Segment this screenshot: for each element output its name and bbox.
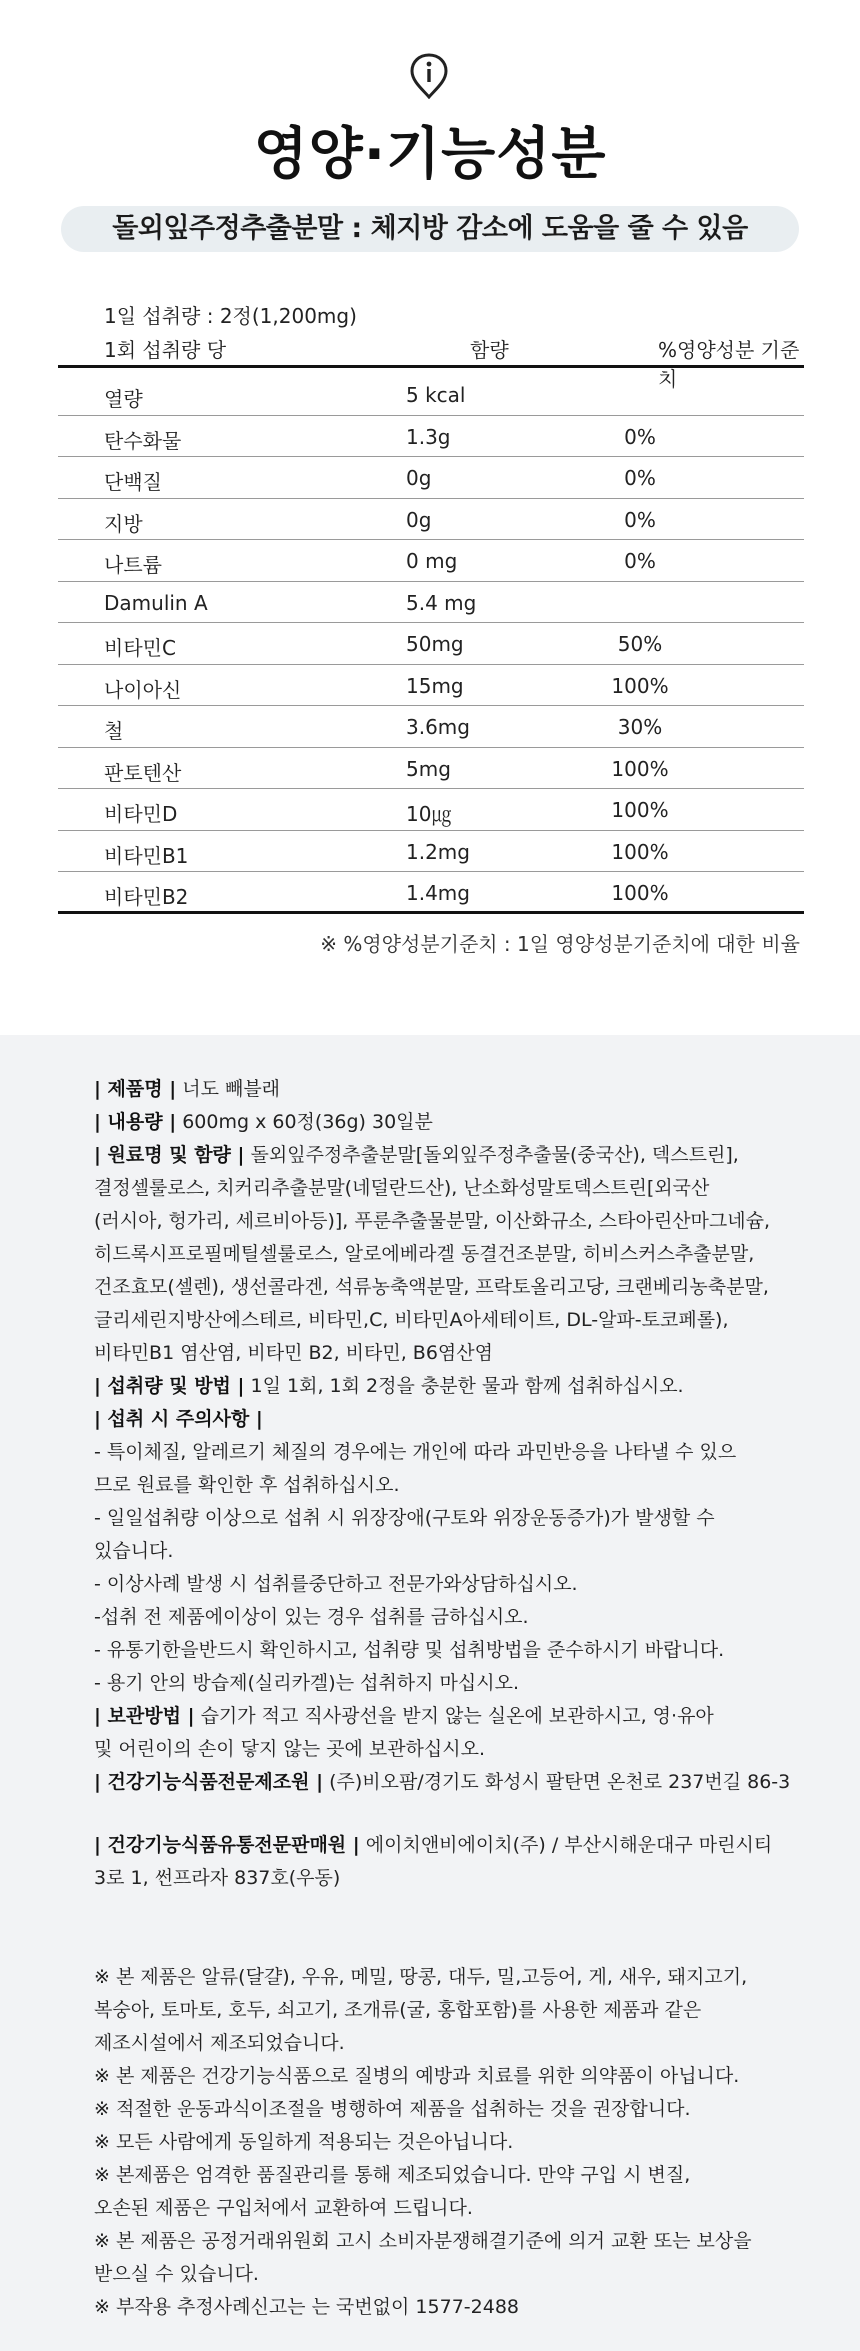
table-row: Damulin A 5.4 mg xyxy=(58,582,804,624)
ingredients-line: (러시아, 헝가리, 세르비아등)], 푸룬추출물분말, 이산화규소, 스타아린산마그네슘, xyxy=(94,1210,771,1232)
ingredients-line: | 원료명 및 함량 | 돌외잎주정추출분말[돌외잎주정추출물(중국산), 덱스트린], xyxy=(94,1144,739,1166)
maker-line: | 건강기능식품전문제조원 | (주)비오팜/경기도 화성시 팔탄면 온천로 237번길 86-3 xyxy=(94,1771,791,1793)
table-row: 열량 5 kcal xyxy=(58,374,804,416)
method-line: | 섭취량 및 방법 | 1일 1회, 1회 2정을 충분한 물과 함께 섭취하십시오. xyxy=(94,1375,684,1397)
table-row: 철 3.6mg 30% xyxy=(58,706,804,748)
table-row: 판토텐산 5mg 100% xyxy=(58,748,804,790)
table-row: 비타민B1 1.2mg 100% xyxy=(58,831,804,873)
seller-line: | 건강기능식품유통전문판매원 | 에이치앤비에이치(주) / 부산시해운대구 마린시티 xyxy=(94,1834,773,1856)
caution-line: - 유통기한을반드시 확인하시고, 섭취량 및 섭취방법을 준수하시기 바랍니다. xyxy=(94,1639,725,1661)
info-pin-icon xyxy=(409,53,449,99)
notice-line: 받으실 수 있습니다. xyxy=(94,2263,259,2285)
storage-line: 및 어린이의 손이 닿지 않는 곳에 보관하십시오. xyxy=(94,1738,486,1760)
header-amount: 함량 xyxy=(470,338,509,362)
nutrition-table-header xyxy=(58,330,804,391)
table-row: 비타민B2 1.4mg 100% xyxy=(58,872,804,914)
caution-line: -섭취 전 제품에이상이 있는 경우 섭취를 금하십시오. xyxy=(94,1606,529,1628)
product-name-line: | 제품명 | 너도 빼블래 xyxy=(94,1078,281,1100)
ingredients-line: 결정셀룰로스, 치커리추출분말(네덜란드산), 난소화성말토덱스트린[외국산 xyxy=(94,1177,710,1199)
caution-line: - 용기 안의 방습제(실리카겔)는 섭취하지 마십시오. xyxy=(94,1672,519,1694)
ingredients-line: 비타민B1 염산염, 비타민 B2, 비타민, B6염산염 xyxy=(94,1342,493,1364)
caution-line: - 이상사례 발생 시 섭취를중단하고 전문가와상담하십시오. xyxy=(94,1573,578,1595)
notice-line: ※ 본제품은 엄격한 품질관리를 통해 제조되었습니다. 만약 구입 시 변질, xyxy=(94,2164,691,2186)
notice-line: ※ 본 제품은 공정거래위원회 고시 소비자분쟁해결기준에 의거 교환 또는 보상을 xyxy=(94,2230,752,2252)
nutrition-section xyxy=(0,0,860,1035)
caution-line: - 일일섭취량 이상으로 섭취 시 위장장애(구토와 위장운동증가)가 발생할 수 xyxy=(94,1507,715,1529)
notice-line: ※ 본 제품은 건강기능식품으로 질병의 예방과 치료를 위한 의약품이 아닙니다. xyxy=(94,2065,740,2087)
notice-line: 오손된 제품은 구입처에서 교환하여 드립니다. xyxy=(94,2197,473,2219)
page-title: 영양·기능성분 xyxy=(253,122,607,187)
caution-heading: | 섭취 시 주의사항 | xyxy=(94,1408,263,1430)
nutrition-table xyxy=(58,374,804,914)
seller-line: 3로 1, 썬프라자 837호(우동) xyxy=(94,1867,341,1889)
table-row: 나트륨 0 mg 0% xyxy=(58,540,804,582)
caution-line: 므로 원료를 확인한 후 섭취하십시오. xyxy=(94,1474,400,1496)
volume-line: | 내용량 | 600mg x 60정(36g) 30일분 xyxy=(94,1111,433,1133)
notice-line: 제조시설에서 제조되었습니다. xyxy=(94,2032,345,2054)
table-row: 지방 0g 0% xyxy=(58,499,804,541)
percent-footnote: ※ %영양성분기준치 : 1일 영양성분기준치에 대한 비율 xyxy=(320,932,800,956)
header-serving: 1회 섭취량 당 xyxy=(104,338,227,362)
notice-line: 복숭아, 토마토, 호두, 쇠고기, 조개류(굴, 홍합포함)를 사용한 제품과 같은 xyxy=(94,1999,702,2021)
header-percent: %영양성분 기준치 xyxy=(658,338,800,391)
ingredients-line: 히드록시프로필메틸셀룰로스, 알로에베라겔 동결건조분말, 히비스커스추출분말, xyxy=(94,1243,755,1265)
caution-line: 있습니다. xyxy=(94,1540,174,1562)
functional-claim-badge: 돌외잎주정추출분말 : 체지방 감소에 도움을 줄 수 있음 xyxy=(61,206,799,252)
product-spec-section xyxy=(0,1035,860,2351)
table-row: 비타민D 10㎍ 100% xyxy=(58,789,804,831)
storage-line: | 보관방법 | 습기가 적고 직사광선을 받지 않는 실온에 보관하시고, 영·유아 xyxy=(94,1705,714,1727)
table-row: 단백질 0g 0% xyxy=(58,457,804,499)
notice-line: ※ 본 제품은 알류(달걀), 우유, 메밀, 땅콩, 대두, 밀,고등어, 게, 새우, 돼지고기, xyxy=(94,1966,748,1988)
table-row: 나이아신 15mg 100% xyxy=(58,665,804,707)
ingredients-line: 글리세린지방산에스테르, 비타민,C, 비타민A아세테이트, DL-알파-토코페롤), xyxy=(94,1309,729,1331)
notice-line: ※ 모든 사람에게 동일하게 적용되는 것은아닙니다. xyxy=(94,2131,514,2153)
product-spec-text xyxy=(94,1073,794,2324)
daily-intake-text: 1일 섭취량 : 2정(1,200mg) xyxy=(104,304,357,328)
table-row: 비타민C 50mg 50% xyxy=(58,623,804,665)
table-row: 탄수화물 1.3g 0% xyxy=(58,416,804,458)
ingredients-line: 건조효모(셀렌), 생선콜라겐, 석류농축액분말, 프락토올리고당, 크랜베리농축분말, xyxy=(94,1276,769,1298)
caution-line: - 특이체질, 알레르기 체질의 경우에는 개인에 따라 과민반응을 나타낼 수 있으 xyxy=(94,1441,737,1463)
notice-line: ※ 적절한 운동과식이조절을 병행하여 제품을 섭취하는 것을 권장합니다. xyxy=(94,2098,691,2120)
notice-line: ※ 부작용 추정사례신고는 는 국번없이 1577-2488 xyxy=(94,2296,519,2318)
